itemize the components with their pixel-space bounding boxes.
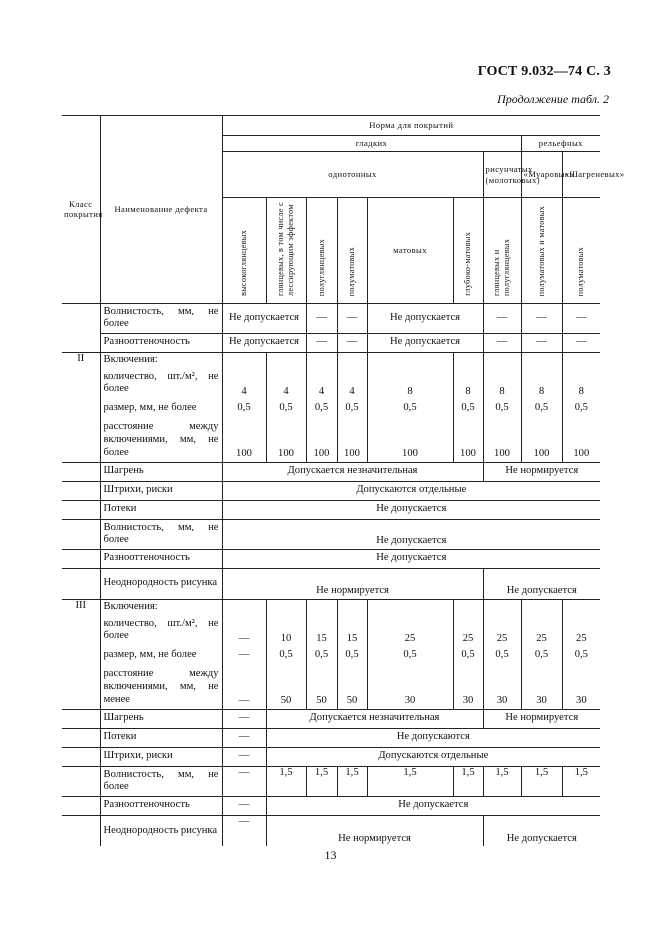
- norm-value: 0,5: [306, 646, 337, 665]
- norm-value: Не допускается: [222, 333, 306, 352]
- norm-value: —: [521, 333, 562, 352]
- norm-value: 30: [367, 665, 453, 709]
- norm-value: Не допускаются: [266, 728, 600, 747]
- defect-name: Неоднородность рисунка: [100, 815, 222, 846]
- defect-name: Штрихи, риски: [100, 747, 222, 766]
- defect-name: расстояние между включениями, мм, не более: [100, 418, 222, 462]
- norm-value: 100: [367, 418, 453, 462]
- norm-value: 100: [337, 418, 367, 462]
- norm-value: 0,5: [453, 646, 483, 665]
- col-deep-matte: глубоко-матовых: [453, 198, 483, 304]
- table-row: [62, 519, 600, 549]
- norm-value: —: [222, 766, 266, 796]
- norm-value: Допускается незначительная: [266, 709, 483, 728]
- page-number: 13: [324, 848, 337, 862]
- moire-header: «Муаровых»: [521, 152, 562, 198]
- col-semimatte-matte: полуматовых и матовых: [521, 198, 562, 304]
- table-row: [62, 333, 600, 352]
- class-label: II: [62, 352, 100, 462]
- norm-value: 4: [222, 367, 266, 399]
- norm-value: 15: [306, 614, 337, 646]
- defect-name: Потеки: [100, 728, 222, 747]
- norm-value: 30: [521, 665, 562, 709]
- single-tone-header: однотонных: [222, 152, 483, 198]
- norm-value: —: [222, 728, 266, 747]
- norm-value: 0,5: [306, 399, 337, 418]
- defect-name: Неоднородность рисунка: [100, 568, 222, 599]
- defect-name: размер, мм, не более: [100, 646, 222, 665]
- shagreen-header: «Шагреневых»: [562, 152, 600, 198]
- norm-value: 1,5: [337, 766, 367, 796]
- norm-value: 25: [483, 614, 521, 646]
- norm-value: 100: [306, 418, 337, 462]
- table-row: [62, 728, 600, 747]
- table-row: [62, 303, 600, 333]
- defect-name: количество, шт./м², не более: [100, 614, 222, 646]
- norm-value: 25: [562, 614, 600, 646]
- norm-value: Не нормируется: [222, 568, 483, 599]
- table-row: [62, 462, 600, 481]
- norm-value: 8: [521, 367, 562, 399]
- norm-value: —: [222, 614, 266, 646]
- norm-value: —: [483, 333, 521, 352]
- defects-norm-table: [62, 115, 625, 846]
- col-high-gloss: высокоглянцевых: [222, 198, 266, 304]
- norm-value: 1,5: [367, 766, 453, 796]
- norm-value: 0,5: [562, 399, 600, 418]
- defect-name: размер, мм, не более: [100, 399, 222, 418]
- norm-value: 100: [483, 418, 521, 462]
- norm-value: —: [521, 303, 562, 333]
- norm-value: 15: [337, 614, 367, 646]
- table-row: [62, 646, 600, 665]
- class-cell-empty: [62, 303, 100, 352]
- defect-name: Включения:: [100, 352, 222, 367]
- defect-name: Потеки: [100, 500, 222, 519]
- table-row: [62, 614, 600, 646]
- norm-value: —: [222, 646, 266, 665]
- table-row: [62, 481, 600, 500]
- norm-value: 8: [483, 367, 521, 399]
- norm-value: —: [306, 303, 337, 333]
- table-row: [62, 766, 600, 796]
- relief-header: рельефных: [521, 136, 600, 152]
- norm-value: 1,5: [306, 766, 337, 796]
- defect-name: Штрихи, риски: [100, 481, 222, 500]
- norm-value: Не нормируется: [483, 462, 600, 481]
- norm-value: Не допускается: [483, 815, 600, 846]
- class-label: III: [62, 599, 100, 709]
- norm-value: 4: [266, 367, 306, 399]
- defect-name: Разнооттеночность: [100, 333, 222, 352]
- norm-value: 4: [337, 367, 367, 399]
- norm-value: —: [306, 333, 337, 352]
- table-row: [62, 568, 600, 599]
- table-row: [62, 352, 600, 367]
- norm-value: 0,5: [521, 646, 562, 665]
- norm-value: Не допускается: [222, 303, 306, 333]
- defect-name: количество, шт./м², не более: [100, 367, 222, 399]
- defect-name: расстояние между включениями, мм, не менее: [100, 665, 222, 709]
- norm-header: Норма для покрытий: [222, 116, 600, 136]
- table-row: [62, 399, 600, 418]
- table-row: [62, 815, 600, 846]
- defect-name: Разнооттеночность: [100, 796, 222, 815]
- norm-value: 30: [483, 665, 521, 709]
- norm-value: 100: [453, 418, 483, 462]
- table-continuation-note: Продолжение табл. 2: [497, 92, 609, 106]
- col-semi-matte: полуматовых: [337, 198, 367, 304]
- table-row: [62, 665, 600, 709]
- norm-value: 0,5: [222, 399, 266, 418]
- norm-value: 0,5: [562, 646, 600, 665]
- norm-value: —: [222, 747, 266, 766]
- col-gloss-semigloss: глянцевых и полуглянцевых: [483, 198, 521, 304]
- norm-value: —: [222, 665, 266, 709]
- patterned-header: рисунчатых (молотковых): [483, 152, 521, 198]
- norm-value: 0,5: [367, 646, 453, 665]
- defect-name: Включения:: [100, 599, 222, 614]
- norm-value: Не допускается: [222, 500, 600, 519]
- norm-value: Не нормируется: [483, 709, 600, 728]
- defect-name: Волнистость, мм, не более: [100, 519, 222, 549]
- norm-value: 1,5: [521, 766, 562, 796]
- defect-name: Шагрень: [100, 709, 222, 728]
- table-row: [62, 709, 600, 728]
- norm-value: 100: [562, 418, 600, 462]
- norm-value: 30: [562, 665, 600, 709]
- norm-value: 30: [453, 665, 483, 709]
- table-row: [62, 367, 600, 399]
- norm-value: 1,5: [266, 766, 306, 796]
- col-shagreen-semimatte: полуматовых: [562, 198, 600, 304]
- norm-value: Не допускается: [222, 519, 600, 549]
- norm-value: 0,5: [521, 399, 562, 418]
- norm-value: Не допускается: [266, 796, 600, 815]
- norm-value: 100: [266, 418, 306, 462]
- norm-value: —: [562, 333, 600, 352]
- norm-value: 0,5: [337, 399, 367, 418]
- norm-value: 0,5: [483, 646, 521, 665]
- norm-value: 4: [306, 367, 337, 399]
- norm-value: 8: [562, 367, 600, 399]
- norm-value: 1,5: [483, 766, 521, 796]
- norm-value: 50: [337, 665, 367, 709]
- class-column-header: Класс покрытия: [62, 116, 100, 304]
- table-row: [62, 418, 600, 462]
- norm-value: 100: [521, 418, 562, 462]
- norm-value: —: [222, 815, 266, 846]
- norm-value: Не допускается: [483, 568, 600, 599]
- norm-value: 25: [521, 614, 562, 646]
- norm-value: 1,5: [453, 766, 483, 796]
- norm-value: Допускается незначительная: [222, 462, 483, 481]
- table-row: [62, 747, 600, 766]
- norm-value: —: [222, 709, 266, 728]
- norm-value: Не нормируется: [266, 815, 483, 846]
- norm-value: Не допускается: [222, 549, 600, 568]
- norm-value: 25: [367, 614, 453, 646]
- norm-value: Не допускается: [367, 333, 483, 352]
- norm-value: —: [483, 303, 521, 333]
- smooth-header: гладких: [222, 136, 521, 152]
- norm-value: 8: [367, 367, 453, 399]
- table-row: [62, 796, 600, 815]
- norm-value: —: [337, 303, 367, 333]
- norm-value: 0,5: [483, 399, 521, 418]
- defect-name: Разнооттеночность: [100, 549, 222, 568]
- norm-value: Допускаются отдельные: [266, 747, 600, 766]
- norm-value: —: [337, 333, 367, 352]
- defect-name: Волнистость, мм, не более: [100, 766, 222, 796]
- defect-name: Шагрень: [100, 462, 222, 481]
- norm-value: 10: [266, 614, 306, 646]
- col-gloss: глянцевых, в том числе с лессирующим эффектом: [266, 198, 306, 304]
- table-row: [62, 549, 600, 568]
- table-row: [62, 500, 600, 519]
- norm-value: Допускаются отдельные: [222, 481, 600, 500]
- norm-value: 0,5: [367, 399, 453, 418]
- norm-value: 0,5: [266, 399, 306, 418]
- norm-value: 0,5: [266, 646, 306, 665]
- norm-value: 8: [453, 367, 483, 399]
- defect-name-column-header: Наименование дефекта: [100, 116, 222, 304]
- norm-value: 25: [453, 614, 483, 646]
- col-semi-gloss: полуглянцевых: [306, 198, 337, 304]
- defect-name: Волнистость, мм, не более: [100, 303, 222, 333]
- norm-value: 0,5: [453, 399, 483, 418]
- norm-value: Не допускается: [367, 303, 483, 333]
- norm-value: —: [562, 303, 600, 333]
- norm-value: —: [222, 796, 266, 815]
- table-row: [62, 599, 600, 614]
- norm-value: 1,5: [562, 766, 600, 796]
- norm-value: 0,5: [337, 646, 367, 665]
- norm-value: 50: [306, 665, 337, 709]
- norm-value: 100: [222, 418, 266, 462]
- col-matte: матовых: [367, 198, 453, 304]
- document-header: ГОСТ 9.032—74 С. 3: [477, 64, 611, 79]
- norm-value: 50: [266, 665, 306, 709]
